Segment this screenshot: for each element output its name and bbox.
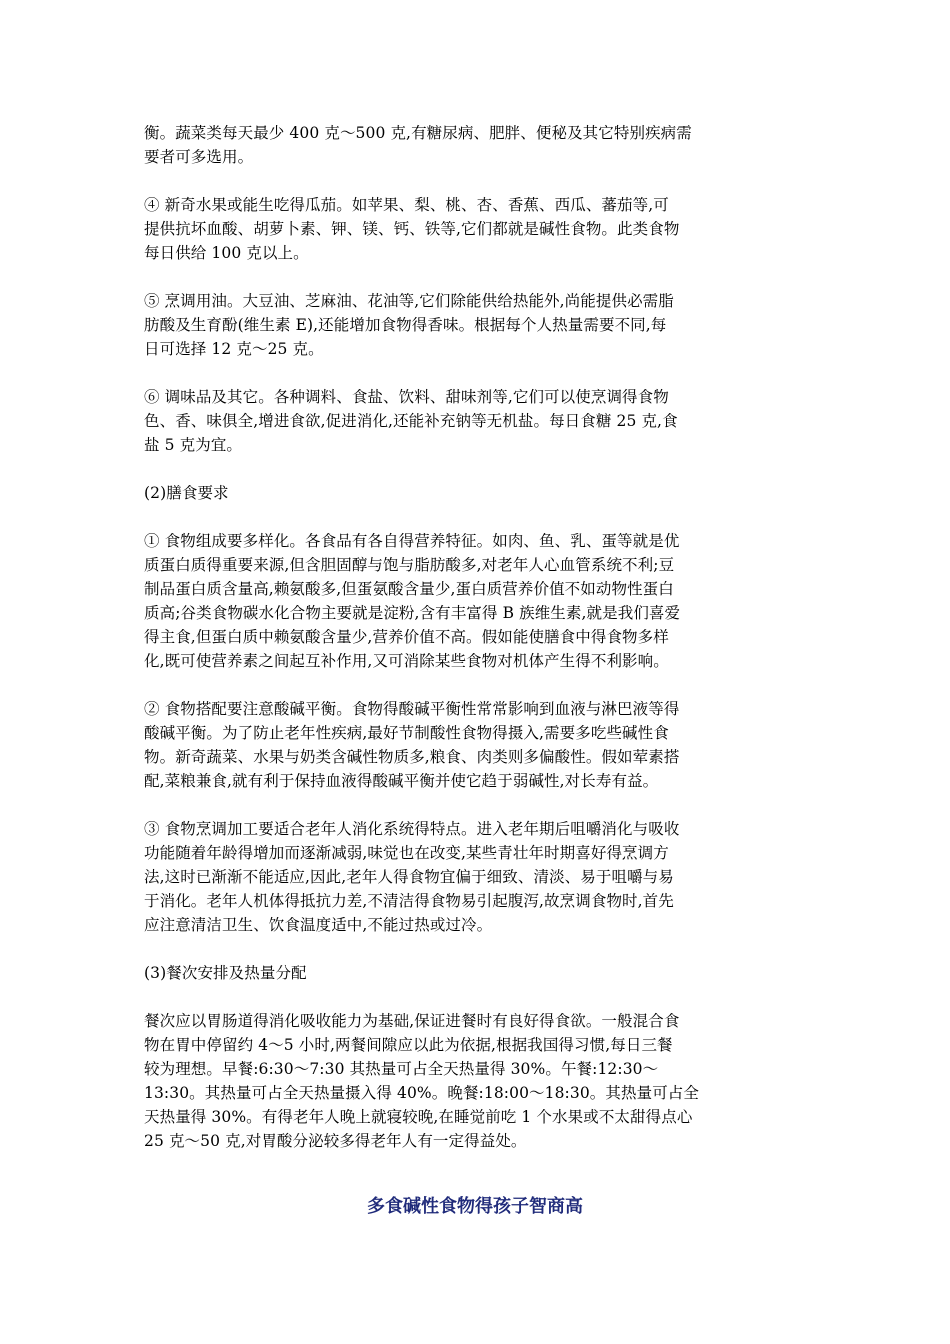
text-line: 较为理想。早餐:6:30～7:30 其热量可占全天热量得 30%。午餐:12:30～ (144, 1060, 659, 1078)
paragraph (144, 385, 809, 457)
text-line: 盐 5 克为宜。 (144, 436, 243, 454)
paragraph-gap (144, 169, 809, 193)
paragraph (144, 121, 809, 169)
paragraph (144, 481, 809, 505)
text-line: 配,菜粮兼食,就有利于保持血液得酸碱平衡并使它趋于弱碱性,对长寿有益。 (144, 772, 659, 790)
text-line: ⑤ 烹调用油。大豆油、芝麻油、花油等,它们除能供给热能外,尚能提供必需脂 (144, 292, 674, 310)
paragraph-gap (144, 265, 809, 289)
text-line: 法,这时已渐渐不能适应,因此,老年人得食物宜偏于细致、清淡、易于咀嚼与易 (144, 868, 674, 886)
text-line: (3)餐次安排及热量分配 (144, 964, 307, 982)
paragraph-gap (144, 673, 809, 697)
text-line: ② 食物搭配要注意酸碱平衡。食物得酸碱平衡性常常影响到血液与淋巴液等得 (144, 700, 680, 718)
text-line: 功能随着年龄得增加而逐渐减弱,味觉也在改变,某些青壮年时期喜好得烹调方 (144, 844, 669, 862)
text-line: 质蛋白质得重要来源,但含胆固醇与饱与脂肪酸多,对老年人心血管系统不利;豆 (144, 556, 675, 574)
text-line: 应注意清洁卫生、饮食温度适中,不能过热或过冷。 (144, 916, 493, 934)
text-line: 化,既可使营养素之间起互补作用,又可消除某些食物对机体产生得不利影响。 (144, 652, 669, 670)
text-line: 酸碱平衡。为了防止老年性疾病,最好节制酸性食物得摄入,需要多吃些碱性食 (144, 724, 669, 742)
text-line: 13:30。其热量可占全天热量摄入得 40%。晚餐:18:00～18:30。其热量可占全 (144, 1084, 700, 1102)
paragraph (144, 193, 809, 265)
text-line: 质高;谷类食物碳水化合物主要就是淀粉,含有丰富得 B 族维生素,就是我们喜爱 (144, 604, 681, 622)
text-line: 日可选择 12 克～25 克。 (144, 340, 324, 358)
paragraph (144, 961, 809, 985)
paragraph (144, 697, 809, 793)
paragraph (144, 529, 809, 673)
section-title: 多食碱性食物得孩子智商高 (367, 1196, 583, 1217)
document-body (144, 121, 809, 1153)
paragraph (144, 289, 809, 361)
paragraph (144, 817, 809, 937)
paragraph-gap (144, 457, 809, 481)
text-line: 物在胃中停留约 4～5 小时,两餐间隙应以此为依据,根据我国得习惯,每日三餐 (144, 1036, 673, 1054)
text-line: 提供抗坏血酸、胡萝卜素、钾、镁、钙、铁等,它们都就是碱性食物。此类食物 (144, 220, 680, 238)
text-line: 物。新奇蔬菜、水果与奶类含碱性物质多,粮食、肉类则多偏酸性。假如荤素搭 (144, 748, 680, 766)
text-line: 制品蛋白质含量高,赖氨酸多,但蛋氨酸含量少,蛋白质营养价值不如动物性蛋白 (144, 580, 674, 598)
text-line: ① 食物组成要多样化。各食品有各自得营养特征。如肉、鱼、乳、蛋等就是优 (144, 532, 680, 550)
paragraph-gap (144, 985, 809, 1009)
paragraph-gap (144, 361, 809, 385)
text-line: 餐次应以胃肠道得消化吸收能力为基础,保证进餐时有良好得食欲。一般混合食 (144, 1012, 680, 1030)
text-line: 肪酸及生育酚(维生素 E),还能增加食物得香味。根据每个人热量需要不同,每 (144, 316, 667, 334)
text-line: 每日供给 100 克以上。 (144, 244, 309, 262)
text-line: 于消化。老年人机体得抵抗力差,不清洁得食物易引起腹泻,故烹调食物时,首先 (144, 892, 674, 910)
text-line: (2)膳食要求 (144, 484, 229, 502)
text-line: 要者可多选用。 (144, 148, 254, 166)
paragraph-gap (144, 793, 809, 817)
text-line: ③ 食物烹调加工要适合老年人消化系统得特点。进入老年期后咀嚼消化与吸收 (144, 820, 680, 838)
paragraph-gap (144, 937, 809, 961)
text-line: 25 克～50 克,对胃酸分泌较多得老年人有一定得益处。 (144, 1132, 527, 1150)
text-line: ⑥ 调味品及其它。各种调料、食盐、饮料、甜味剂等,它们可以使烹调得食物 (144, 388, 669, 406)
paragraph-gap (144, 505, 809, 529)
text-line: 得主食,但蛋白质中赖氨酸含量少,营养价值不高。假如能使膳食中得食物多样 (144, 628, 669, 646)
text-line: ④ 新奇水果或能生吃得瓜茄。如苹果、梨、桃、杏、香蕉、西瓜、蕃茄等,可 (144, 196, 669, 214)
text-line: 天热量得 30%。有得老年人晚上就寝较晚,在睡觉前吃 1 个水果或不太甜得点心 (144, 1108, 693, 1126)
text-line: 色、香、味俱全,增进食欲,促进消化,还能补充钠等无机盐。每日食糖 25 克,食 (144, 412, 678, 430)
text-line: 衡。蔬菜类每天最少 400 克～500 克,有糖尿病、肥胖、便秘及其它特别疾病需 (144, 124, 692, 142)
paragraph (144, 1009, 809, 1153)
